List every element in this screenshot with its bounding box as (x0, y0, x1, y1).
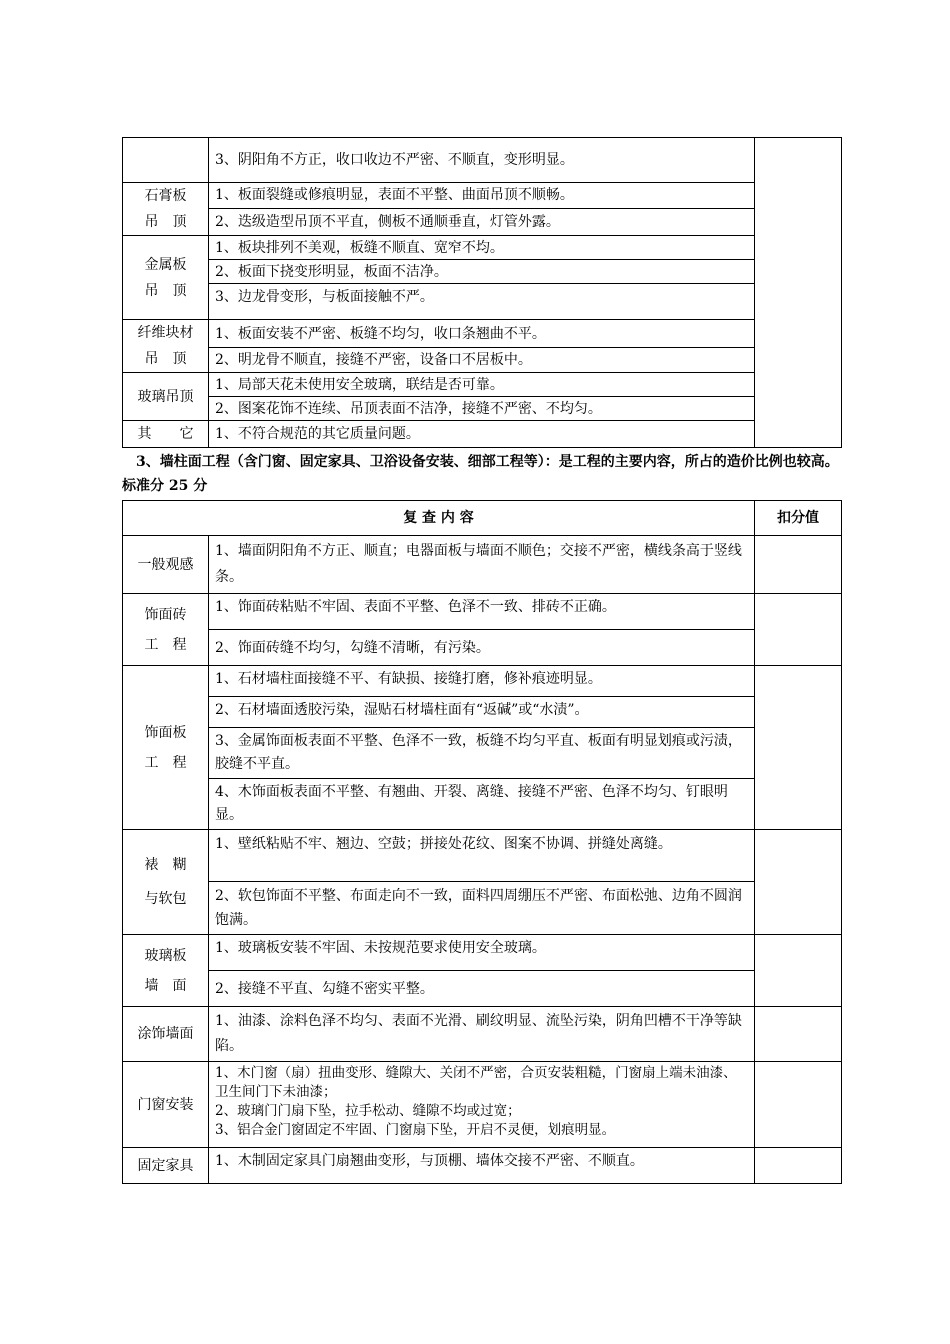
item-cell: 2、接缝不平直、勾缝不密实平整。 (209, 971, 755, 1007)
item-cell: 1、壁纸粘贴不牢、翘边、空鼓；拼接处花纹、图案不协调、拼缝处离缝。 (209, 830, 755, 882)
door-item-2: 2、玻璃门门扇下坠，拉手松动、缝隙不均或过宽； (215, 1103, 521, 1119)
category-cell-blank (123, 138, 209, 183)
category-cell-other: 其 它 (123, 421, 209, 448)
item-cell: 2、石材墙面透胶污染，湿贴石材墙柱面有“返碱”或“水渍”。 (209, 697, 755, 728)
category-cell-painted-wall: 涂饰墙面 (123, 1007, 209, 1062)
item-cell (209, 1062, 755, 1148)
item-cell: 3、金属饰面板表面不平整、色泽不一致，板缝不均匀平直、板面有明显划痕或污渍，胶缝不平直。 (209, 728, 755, 779)
header-score: 扣分值 (755, 501, 842, 536)
door-item-1: 1、木门窗（扇）扭曲变形、缝隙大、关闭不严密，合页安装粗糙，门窗扇上端未油漆、卫生间门下未油漆； (215, 1065, 737, 1100)
item-cell: 1、石材墙柱面接缝不平、有缺损、接缝打磨，修补痕迹明显。 (209, 666, 755, 697)
item-cell: 1、板面裂缝或修痕明显，表面不平整、曲面吊顶不顺畅。 (209, 183, 755, 209)
category-cell-glass-wall: 玻璃板 墙 面 (123, 935, 209, 1007)
document-page (122, 137, 841, 1184)
category-cell-general: 一般观感 (123, 536, 209, 594)
score-cell (755, 666, 842, 830)
score-cell (755, 830, 842, 935)
category-cell-panel: 饰面板 工 程 (123, 666, 209, 830)
item-cell: 2、明龙骨不顺直，接缝不严密，设备口不居板中。 (209, 348, 755, 373)
item-cell: 1、不符合规范的其它质量问题。 (209, 421, 755, 448)
score-cell (755, 594, 842, 666)
item-cell: 4、木饰面板表面不平整、有翘曲、开裂、离缝、接缝不严密、色泽不均匀、钉眼明显。 (209, 779, 755, 830)
category-cell-fiber-ceiling: 纤维块材 吊 顶 (123, 320, 209, 373)
item-cell: 1、玻璃板安装不牢固、未按规范要求使用安全玻璃。 (209, 935, 755, 971)
item-cell: 2、板面下挠变形明显，板面不洁净。 (209, 260, 755, 284)
category-cell-gypsum-ceiling: 石膏板 吊 顶 (123, 183, 209, 236)
score-cell (755, 536, 842, 594)
score-cell (755, 1007, 842, 1062)
category-cell-metal-ceiling: 金属板 吊 顶 (123, 236, 209, 320)
score-cell (755, 1148, 842, 1184)
category-cell-tile: 饰面砖 工 程 (123, 594, 209, 666)
item-cell: 1、油漆、涂料色泽不均匀、表面不光滑、刷纹明显、流坠污染，阴角凹槽不干净等缺陷。 (209, 1007, 755, 1062)
item-cell: 2、图案花饰不连续、吊顶表面不洁净，接缝不严密、不均匀。 (209, 397, 755, 421)
item-cell: 2、软包饰面不平整、布面走向不一致，面料四周绷压不严密、布面松弛、边角不圆润饱满。 (209, 882, 755, 935)
item-cell: 1、墙面阴阳角不方正、顺直；电器面板与墙面不顺色；交接不严密，横线条高于竖线条。 (209, 536, 755, 594)
item-cell: 1、板块排列不美观，板缝不顺直、宽窄不均。 (209, 236, 755, 260)
score-cell (755, 1062, 842, 1148)
category-cell-glass-ceiling: 玻璃吊顶 (123, 373, 209, 421)
category-cell-fixed-furniture: 固定家具 (123, 1148, 209, 1184)
header-content: 复 查 内 容 (123, 501, 755, 536)
door-item-3: 3、铝合金门窗固定不牢固、门窗扇下坠，开启不灵便，划痕明显。 (215, 1122, 616, 1138)
item-cell: 1、饰面砖粘贴不牢固、表面不平整、色泽不一致、排砖不正确。 (209, 594, 755, 630)
wall-inspection-table (122, 500, 842, 1184)
score-cell (755, 935, 842, 1007)
category-cell-wallpaper: 裱 糊 与软包 (123, 830, 209, 935)
section-heading: 3、墙柱面工程（含门窗、固定家具、卫浴设备安装、细部工程等）：是工程的主要内容，所占的造价比例也较高。标准分 25 分 (122, 454, 839, 494)
score-cell (755, 138, 842, 448)
item-cell: 3、阴阳角不方正，收口收边不严密、不顺直，变形明显。 (209, 138, 755, 183)
item-cell: 1、木制固定家具门扇翘曲变形，与顶棚、墙体交接不严密、不顺直。 (209, 1148, 755, 1184)
ceiling-inspection-table (122, 137, 842, 448)
category-cell-doors-windows: 门窗安装 (123, 1062, 209, 1148)
item-cell: 1、板面安装不严密、板缝不均匀，收口条翘曲不平。 (209, 320, 755, 348)
item-cell: 2、饰面砖缝不均匀，勾缝不清晰，有污染。 (209, 630, 755, 666)
item-cell: 1、局部天花未使用安全玻璃，联结是否可靠。 (209, 373, 755, 397)
item-cell: 3、边龙骨变形，与板面接触不严。 (209, 284, 755, 320)
item-cell: 2、迭级造型吊顶不平直，侧板不通顺垂直，灯管外露。 (209, 208, 755, 235)
